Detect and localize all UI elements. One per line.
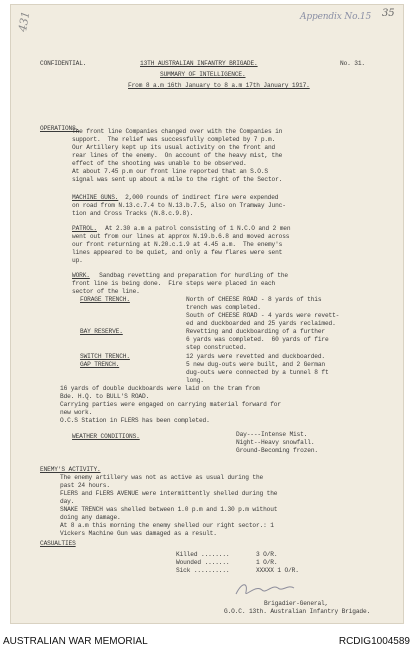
text-line: long.: [186, 377, 204, 384]
text-line: At about 7.45 p.m our front line reported that an S.O.S: [72, 168, 268, 175]
text-line: signal was sent up about a mile to the right of the Sector.: [72, 176, 283, 183]
appendix-note: Appendix No.15: [300, 12, 372, 22]
signature-scrawl: [232, 578, 302, 600]
casualty-label: Wounded .......: [176, 559, 230, 566]
text-line: rear lines of the enemy. On account of the heavy mist, the: [72, 152, 283, 159]
text-line: Our Artillery kept up its usual activity on the front and: [72, 144, 276, 151]
casualty-value: XXXXX 1 O/R.: [256, 567, 299, 574]
casualty-label: Killed ........: [176, 551, 230, 558]
brigade-title: 13TH AUSTRALIAN INFANTRY BRIGADE.: [140, 60, 258, 67]
confidential-label: CONFIDENTIAL.: [40, 60, 87, 67]
folio-number-left: 431: [15, 10, 33, 33]
patrol-heading: PATROL.: [72, 225, 97, 232]
text-line: tion and Cross Tracks (N.8.c.9.8).: [72, 210, 194, 217]
text-line: South of CHEESE ROAD - 4 yards were revett-: [186, 312, 340, 319]
text-line: The enemy artillery was not as active as usual during the: [60, 474, 264, 481]
text-line: dug-outs were connected by a tunnel 8 ft: [186, 369, 329, 376]
text-line: effect of the shooting was unable to be observed.: [72, 160, 247, 167]
trench-name: BAY RESERVE.: [80, 328, 123, 335]
trench-name: SWITCH TRENCH.: [80, 353, 130, 360]
casualty-value: 1 O/R.: [256, 559, 278, 566]
text-line: ed and duckboarded and 25 yards reclaimed.: [186, 320, 336, 327]
text-line: The front line Companies changed over with the Companies in: [72, 128, 283, 135]
text-line: At 8 a.m this morning the enemy shelled our right sector.: 1: [60, 522, 274, 529]
text-line: trench was completed.: [186, 304, 261, 311]
text-line: sector of the line.: [72, 288, 140, 295]
signoff-rank: Brigadier-General,: [264, 600, 329, 607]
text-line: support. The relief was successfully completed by 7 p.m.: [72, 136, 276, 143]
casualty-value: 3 O/R.: [256, 551, 278, 558]
text-line: Ground-Becoming frozen.: [236, 447, 318, 454]
archive-name: AUSTRALIAN WAR MEMORIAL: [3, 636, 148, 647]
text-line: Sandbag revetting and preparation for hurdling of the: [92, 272, 288, 279]
text-line: lines appeared to be quiet, and only a few flares were sent: [72, 249, 283, 256]
trench-name: FORAGE TRENCH.: [80, 296, 130, 303]
text-line: day.: [60, 498, 75, 505]
machine-guns-heading: MACHINE GUNS.: [72, 194, 119, 201]
text-line: Carrying parties were engaged on carrying material forward for: [60, 401, 281, 408]
document-title: SUMMARY OF INTELLIGENCE.: [160, 71, 246, 78]
signoff-unit: G.O.C. 13th. Australian Infantry Brigade.: [224, 608, 371, 615]
archive-footer: [0, 628, 414, 654]
trench-name: GAP TRENCH.: [80, 361, 120, 368]
folio-number-right: 35: [382, 8, 395, 19]
text-line: step constructed.: [186, 344, 247, 351]
text-line: up.: [72, 257, 83, 264]
casualties-heading: CASUALTIES: [40, 540, 76, 547]
text-line: Night--Heavy snowfall.: [236, 439, 315, 446]
text-line: Day----Intense Mist.: [236, 431, 308, 438]
text-line: 2,000 rounds of indirect fire were expended: [118, 194, 279, 201]
summary-number: No. 31.: [340, 60, 365, 67]
text-line: O.C.S Station in FLERS has been completed.: [60, 417, 210, 424]
text-line: new work.: [60, 409, 93, 416]
text-line: SNAKE TRENCH was shelled between 1.0 p.m and 1.30 p.m without: [60, 506, 278, 513]
enemy-activity-heading: ENEMY'S ACTIVITY.: [40, 466, 101, 473]
text-line: front line is being done. Fire steps were placed in each: [72, 280, 276, 287]
text-line: Revetting and duckboarding of a further: [186, 328, 325, 335]
text-line: North of CHEESE ROAD - 8 yards of this: [186, 296, 322, 303]
text-line: Vickers Machine Gun was damaged as a result.: [60, 530, 217, 537]
weather-heading: WEATHER CONDITIONS.: [72, 433, 140, 440]
text-line: past 24 hours.: [60, 482, 110, 489]
text-line: doing any damage.: [60, 514, 121, 521]
text-line: on road from N.13.c.7.4 to N.13.b.7.5, also on Tramway Junc-: [72, 202, 286, 209]
text-line: 12 yards were revetted and duckboarded.: [186, 353, 325, 360]
text-line: our front returning at N.20.c.1.9 at 4.45 a.m. The enemy's: [72, 241, 283, 248]
text-line: FLERS and FLERS AVENUE were intermittently shelled during the: [60, 490, 278, 497]
text-line: 5 new dug-outs were built, and 2 German: [186, 361, 325, 368]
text-line: Bde. H.Q. to BULL'S ROAD.: [60, 393, 150, 400]
work-heading: WORK.: [72, 272, 90, 279]
text-line: went out from our lines at approx N.19.b.6.8 and moved across: [72, 233, 290, 240]
text-line: 6 yards was completed. 60 yards of fire: [186, 336, 329, 343]
operations-heading: OPERATIONS.: [40, 125, 80, 132]
text-line: At 2.30 a.m a patrol consisting of 1 N.C.O and 2 men: [98, 225, 291, 232]
archive-id: RCDIG1004589: [338, 636, 410, 647]
text-line: 16 yards of double duckboards were laid on the tram from: [60, 385, 260, 392]
period-line: From 8 a.m 16th January to 8 a.m 17th January 1917.: [128, 82, 310, 89]
casualty-label: Sick ..........: [176, 567, 230, 574]
